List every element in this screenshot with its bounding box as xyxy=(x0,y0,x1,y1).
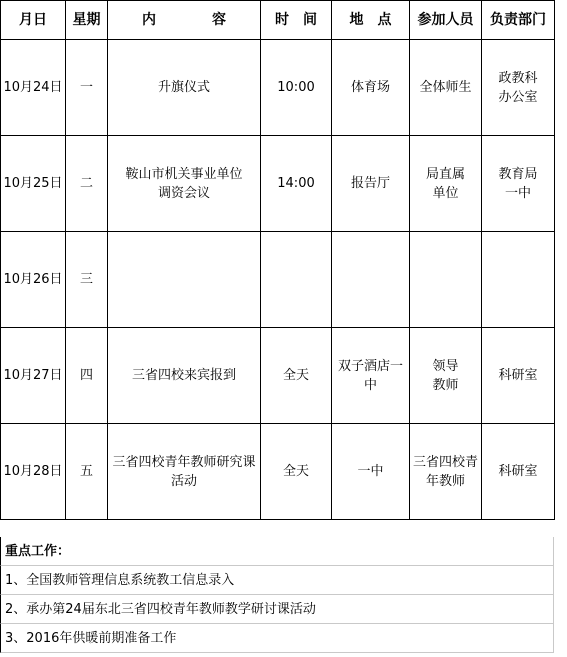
cell-participants xyxy=(410,40,482,136)
cell-department-text: 科研室 xyxy=(498,368,538,383)
cell-weekday: 四 xyxy=(66,328,108,424)
cell-time: 全天 xyxy=(261,424,332,520)
cell-date: 10月28日 xyxy=(1,424,66,520)
cell-department-text: 政教科办公室 xyxy=(498,70,538,105)
header-department: 负责部门 xyxy=(482,1,555,40)
header-date: 月日 xyxy=(1,1,66,40)
cell-department xyxy=(482,232,555,328)
cell-place-text: 报告厅 xyxy=(350,176,390,191)
cell-weekday: 二 xyxy=(66,136,108,232)
cell-participants xyxy=(410,232,482,328)
table-row xyxy=(1,328,555,424)
cell-participants-text: 局直属单位 xyxy=(425,166,465,201)
cell-place xyxy=(332,136,410,232)
cell-place xyxy=(332,232,410,328)
cell-place-text: 体育场 xyxy=(350,80,390,95)
cell-department xyxy=(482,328,555,424)
cell-content xyxy=(108,136,261,232)
cell-date: 10月25日 xyxy=(1,136,66,232)
cell-department-text: 教育局一中 xyxy=(498,166,538,201)
cell-place xyxy=(332,328,410,424)
key-work-item: 3、2016年供暖前期准备工作 xyxy=(0,624,554,653)
header-participants: 参加人员 xyxy=(410,1,482,40)
cell-participants xyxy=(410,136,482,232)
cell-weekday: 三 xyxy=(66,232,108,328)
cell-content xyxy=(108,328,261,424)
header-row xyxy=(1,1,555,40)
cell-content xyxy=(108,232,261,328)
cell-content-text: 鞍山市机关事业单位调资会议 xyxy=(125,166,243,201)
cell-time: 10:00 xyxy=(261,40,332,136)
cell-place xyxy=(332,40,410,136)
cell-participants-text: 领导教师 xyxy=(432,358,459,393)
cell-time: 全天 xyxy=(261,328,332,424)
header-time: 时 间 xyxy=(261,1,332,40)
key-work-section xyxy=(0,537,554,653)
header-weekday: 星期 xyxy=(66,1,108,40)
cell-weekday: 一 xyxy=(66,40,108,136)
table-row xyxy=(1,40,555,136)
key-work-item: 2、承办第24届东北三省四校青年教师教学研讨课活动 xyxy=(0,595,554,624)
cell-department xyxy=(482,424,555,520)
cell-department-text: 科研室 xyxy=(498,464,538,479)
table-row xyxy=(1,232,555,328)
cell-weekday: 五 xyxy=(66,424,108,520)
cell-content-text: 三省四校来宾报到 xyxy=(131,368,236,383)
cell-participants-text: 三省四校青年教师 xyxy=(412,454,478,489)
table-row xyxy=(1,136,555,232)
cell-content xyxy=(108,40,261,136)
key-work-item: 1、全国教师管理信息系统教工信息录入 xyxy=(0,566,554,595)
cell-content-text: 三省四校青年教师研究课活动 xyxy=(112,454,256,489)
cell-participants xyxy=(410,328,482,424)
cell-place-text: 一中 xyxy=(357,464,384,479)
header-content: 内 容 xyxy=(108,1,261,40)
cell-participants-text: 全体师生 xyxy=(419,80,472,95)
cell-content-text: 升旗仪式 xyxy=(157,80,210,95)
cell-department xyxy=(482,40,555,136)
table-row xyxy=(1,424,555,520)
key-work-title: 重点工作： xyxy=(0,537,554,566)
cell-department xyxy=(482,136,555,232)
header-place: 地 点 xyxy=(332,1,410,40)
cell-time: 14:00 xyxy=(261,136,332,232)
cell-time xyxy=(261,232,332,328)
cell-content xyxy=(108,424,261,520)
cell-place-text: 双子酒店一中 xyxy=(337,358,403,393)
cell-place xyxy=(332,424,410,520)
cell-date: 10月26日 xyxy=(1,232,66,328)
cell-date: 10月27日 xyxy=(1,328,66,424)
cell-participants xyxy=(410,424,482,520)
cell-date: 10月24日 xyxy=(1,40,66,136)
